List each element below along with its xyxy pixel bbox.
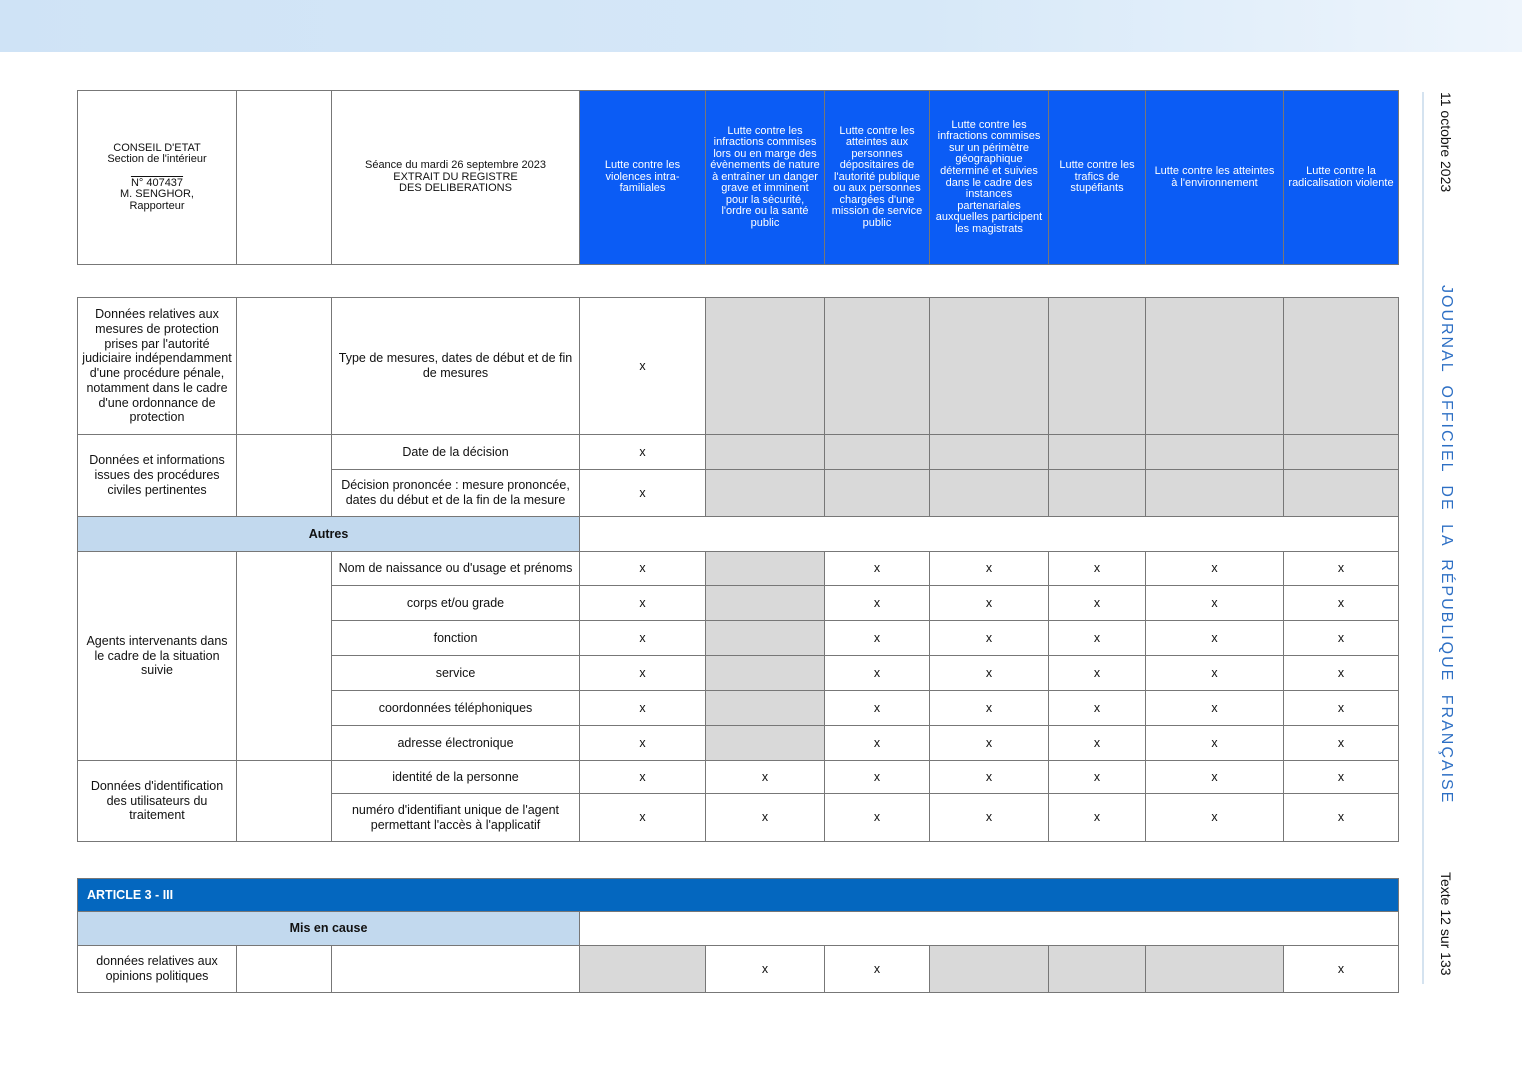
article-row (78, 879, 1399, 912)
mark-cell: x (580, 586, 706, 621)
mark-cell: x (580, 794, 706, 842)
table-row (78, 298, 1399, 435)
shaded-cell (1049, 435, 1146, 470)
shaded-cell (930, 435, 1049, 470)
shaded-cell (706, 621, 825, 656)
shaded-cell (706, 435, 825, 470)
row-detail: corps et/ou grade (332, 586, 580, 621)
mark-cell: x (1284, 621, 1399, 656)
article-table (77, 878, 1399, 993)
section-row (78, 517, 1399, 552)
mark-cell: x (1146, 552, 1284, 586)
text-counter: Texte 12 sur 133 (1438, 872, 1454, 976)
mark-cell: x (580, 435, 706, 470)
mark-cell: x (930, 552, 1049, 586)
shaded-cell (930, 946, 1049, 993)
column-header: Lutte contre la radicalisation violente (1284, 91, 1399, 265)
row-detail: Nom de naissance ou d'usage et prénoms (332, 552, 580, 586)
data-table (77, 297, 1399, 842)
mark-cell: x (1284, 656, 1399, 691)
row-label: Agents intervenants dans le cadre de la situation suivie (78, 552, 237, 761)
top-band (0, 0, 1522, 52)
shaded-cell (1049, 298, 1146, 435)
table-row (78, 761, 1399, 794)
row-detail: service (332, 656, 580, 691)
shaded-cell (706, 691, 825, 726)
empty-cell (237, 91, 332, 265)
table-row (78, 435, 1399, 470)
mark-cell: x (1284, 761, 1399, 794)
empty-cell (237, 946, 332, 993)
deliberations-label: DES DELIBERATIONS (399, 182, 512, 195)
mark-cell: x (930, 691, 1049, 726)
mark-cell: x (1049, 552, 1146, 586)
shaded-cell (930, 298, 1049, 435)
shaded-cell (1284, 298, 1399, 435)
rapporteur-role: Rapporteur (129, 199, 185, 212)
mark-cell: x (580, 470, 706, 517)
mark-cell: x (1049, 794, 1146, 842)
mark-cell: x (580, 761, 706, 794)
shaded-cell (825, 470, 930, 517)
mark-cell: x (580, 691, 706, 726)
header-table (77, 90, 1399, 265)
mark-cell: x (1049, 621, 1146, 656)
mark-cell: x (825, 946, 930, 993)
column-header: Lutte contre les infractions commises sur un périmètre géographique déterminé et suivies dans le cadre des instances partenariales auxquelles participent les magistrats (930, 91, 1049, 265)
journal-title: JOURNAL OFFICIEL DE LA RÉPUBLIQUE FRANÇAISE (1438, 285, 1455, 805)
shaded-cell (825, 435, 930, 470)
mark-cell: x (580, 726, 706, 761)
column-header: Lutte contre les infractions commises lors ou en marge des évènements de nature à entraîner un danger grave et imminent pour la sécurité, l'ordre ou la santé public (706, 91, 825, 265)
mark-cell: x (1284, 946, 1399, 993)
row-label: Données relatives aux mesures de protection prises par l'autorité judiciaire indépendamment d'une procédure pénale, notamment dans le cadre d'une ordonnance de protection (78, 298, 237, 435)
mark-cell: x (1049, 656, 1146, 691)
shaded-cell (1146, 435, 1284, 470)
mark-cell: x (1049, 691, 1146, 726)
row-detail: coordonnées téléphoniques (332, 691, 580, 726)
row-detail: identité de la personne (332, 761, 580, 794)
mark-cell: x (1146, 586, 1284, 621)
shaded-cell (1284, 470, 1399, 517)
column-header: Lutte contre les atteintes aux personnes dépositaires de l'autorité publique ou aux personnes chargées d'une mission de service public (825, 91, 930, 265)
mark-cell: x (1284, 586, 1399, 621)
shaded-cell (706, 726, 825, 761)
mark-cell: x (1146, 691, 1284, 726)
mark-cell: x (1284, 794, 1399, 842)
section-spacer (580, 517, 1399, 552)
row-detail: numéro d'identifiant unique de l'agent permettant l'accès à l'applicatif (332, 794, 580, 842)
mark-cell: x (706, 946, 825, 993)
seance-date: Séance du mardi 26 septembre 2023 (364, 159, 546, 172)
row-detail: Date de la décision (332, 435, 580, 470)
mark-cell: x (1049, 586, 1146, 621)
shaded-cell (1049, 946, 1146, 993)
shaded-cell (930, 470, 1049, 517)
empty-cell (237, 298, 332, 435)
mark-cell: x (930, 794, 1049, 842)
row-label: Données et informations issues des procédures civiles pertinentes (78, 435, 237, 517)
mark-cell: x (580, 298, 706, 435)
mark-cell: x (825, 761, 930, 794)
column-header: Lutte contre les atteintes à l'environnement (1146, 91, 1284, 265)
seance-cell (332, 91, 580, 265)
shaded-cell (1146, 946, 1284, 993)
shaded-cell (706, 552, 825, 586)
mark-cell: x (825, 726, 930, 761)
mark-cell: x (930, 586, 1049, 621)
row-detail: Décision prononcée : mesure prononcée, dates du début et de la fin de la mesure (332, 470, 580, 517)
shaded-cell (706, 298, 825, 435)
mark-cell: x (580, 552, 706, 586)
shaded-cell (580, 946, 706, 993)
extrait-label: EXTRAIT DU REGISTRE (393, 170, 518, 183)
column-header: Lutte contre les trafics de stupéfiants (1049, 91, 1146, 265)
shaded-cell (706, 586, 825, 621)
section-name: Section de l'intérieur (107, 153, 207, 166)
row-detail: Type de mesures, dates de début et de fin de mesures (332, 298, 580, 435)
mark-cell: x (580, 656, 706, 691)
mark-cell: x (930, 621, 1049, 656)
mark-cell: x (930, 726, 1049, 761)
empty-cell (237, 761, 332, 842)
shaded-cell (1146, 298, 1284, 435)
empty-cell (237, 552, 332, 761)
mark-cell: x (825, 621, 930, 656)
margin-rule (1422, 92, 1424, 984)
article-title: ARTICLE 3 - III (78, 879, 1399, 912)
row-detail: fonction (332, 621, 580, 656)
row-label: données relatives aux opinions politiques (78, 946, 237, 993)
mark-cell: x (1049, 726, 1146, 761)
table-row (78, 946, 1399, 993)
mark-cell: x (580, 621, 706, 656)
shaded-cell (825, 298, 930, 435)
conseil-cell (78, 91, 237, 265)
mark-cell: x (930, 761, 1049, 794)
shaded-cell (706, 470, 825, 517)
mark-cell: x (1146, 656, 1284, 691)
shaded-cell (706, 656, 825, 691)
empty-cell (237, 435, 332, 517)
mark-cell: x (1146, 621, 1284, 656)
case-number: N° 407437 (130, 176, 184, 189)
mark-cell: x (1284, 552, 1399, 586)
shaded-cell (1049, 470, 1146, 517)
publication-date: 11 octobre 2023 (1438, 92, 1454, 193)
mark-cell: x (1146, 761, 1284, 794)
mark-cell: x (1284, 691, 1399, 726)
section-row (78, 912, 1399, 946)
mark-cell: x (1284, 726, 1399, 761)
section-header: Mis en cause (78, 912, 580, 946)
empty-cell (332, 946, 580, 993)
section-spacer (580, 912, 1399, 946)
mark-cell: x (1049, 761, 1146, 794)
mark-cell: x (825, 794, 930, 842)
mark-cell: x (825, 586, 930, 621)
rapporteur-name: M. SENGHOR, (120, 188, 194, 201)
mark-cell: x (1146, 794, 1284, 842)
table-row (78, 552, 1399, 586)
mark-cell: x (930, 656, 1049, 691)
column-header: Lutte contre les violences intra-familiales (580, 91, 706, 265)
shaded-cell (1146, 470, 1284, 517)
conseil-name: CONSEIL D'ETAT (113, 141, 201, 154)
mark-cell: x (825, 656, 930, 691)
mark-cell: x (706, 794, 825, 842)
section-header: Autres (78, 517, 580, 552)
mark-cell: x (706, 761, 825, 794)
row-label: Données d'identification des utilisateurs du traitement (78, 761, 237, 842)
mark-cell: x (1146, 726, 1284, 761)
row-detail: adresse électronique (332, 726, 580, 761)
mark-cell: x (825, 691, 930, 726)
mark-cell: x (825, 552, 930, 586)
shaded-cell (1284, 435, 1399, 470)
